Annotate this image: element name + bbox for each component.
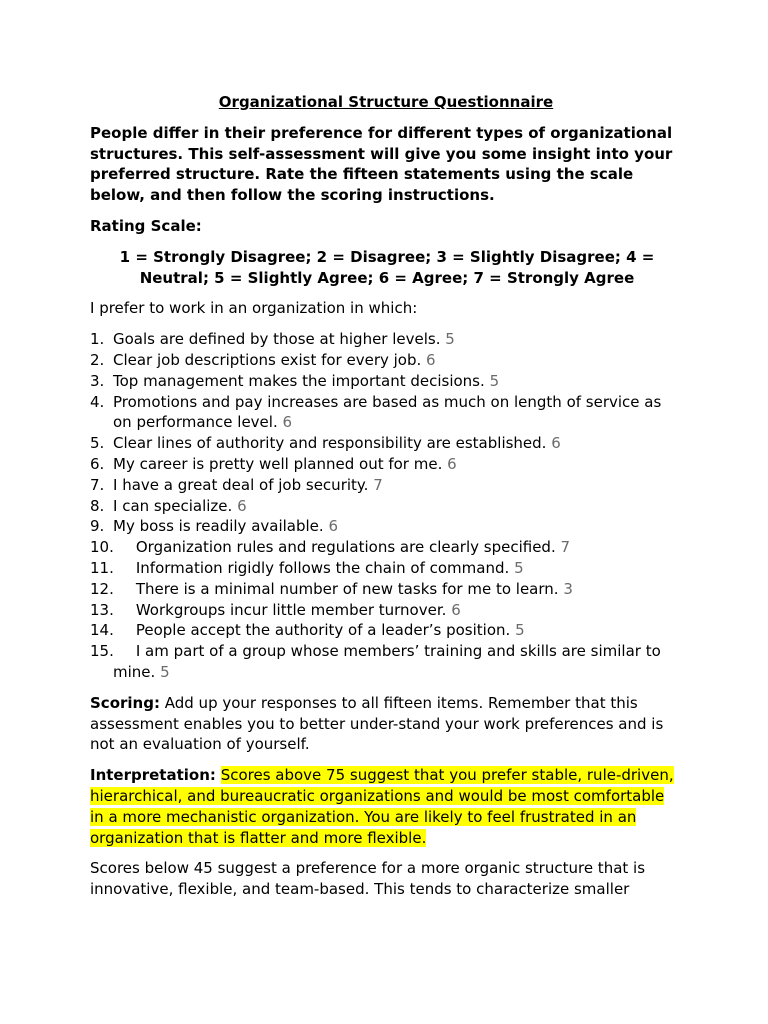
- interpretation-label: Interpretation:: [90, 766, 216, 785]
- item-number: 8.: [90, 496, 105, 515]
- item-number: 7.: [90, 475, 105, 494]
- item-text: I can specialize.: [113, 496, 233, 515]
- item-score: 6: [282, 413, 293, 432]
- item-number: 5.: [90, 434, 105, 453]
- item-text: Workgroups incur little member turnover.: [135, 600, 447, 619]
- item-text: Clear lines of authority and responsibility are established.: [113, 434, 547, 453]
- questionnaire-item: [90, 371, 680, 392]
- questionnaire-item: [90, 433, 680, 454]
- interpretation-text: Scores above 75 suggest that you prefer stable, rule-driven, hierarchical, and bureaucratic organizations and would be most comfortable in a more mechanistic organization. You are likely to feel frustrated in an organization that is flatter and more flexible.: [90, 766, 674, 847]
- item-text: My career is pretty well planned out for me.: [113, 454, 443, 473]
- questionnaire-item: [90, 558, 680, 579]
- item-number: 6.: [90, 454, 105, 473]
- item-number: 1.: [90, 330, 105, 349]
- questionnaire-item: [90, 620, 680, 641]
- questionnaire-item: [90, 329, 680, 350]
- questionnaire-items: [90, 329, 680, 683]
- item-number: 13.: [90, 600, 114, 619]
- intro-paragraph: People differ in their preference for different types of organizational structures. This self-assessment will give you some insight into your preferred structure. Rate the fifteen statements using the scale below, and then follow the scoring instructions.: [90, 123, 673, 205]
- questionnaire-item: [90, 475, 680, 496]
- questionnaire-item: [90, 516, 680, 537]
- item-text: My boss is readily available.: [113, 517, 324, 536]
- item-text: Promotions and pay increases are based as much on length of service as on performance level.: [113, 392, 662, 432]
- document-title: Organizational Structure Questionnaire: [218, 93, 554, 111]
- item-number: 15.: [90, 642, 114, 661]
- item-number: 4.: [90, 392, 105, 411]
- questionnaire-item: [90, 641, 680, 683]
- item-number: 3.: [90, 371, 105, 390]
- rating-scale-heading: Rating Scale:: [90, 216, 202, 235]
- questionnaire-item: [90, 350, 680, 371]
- item-number: 10.: [90, 538, 114, 557]
- item-score: 5: [489, 371, 500, 390]
- item-score: 6: [451, 600, 461, 619]
- item-text: People accept the authority of a leader’s position.: [135, 621, 511, 640]
- item-number: 14.: [90, 621, 114, 640]
- item-text: Clear job descriptions exist for every job.: [113, 350, 422, 369]
- scoring-paragraph: [90, 693, 680, 755]
- item-text: Organization rules and regulations are clearly specified.: [135, 538, 556, 557]
- item-score: 7: [373, 475, 383, 494]
- item-number: 9.: [90, 517, 105, 536]
- item-score: 6: [237, 496, 247, 515]
- scoring-label: Scoring:: [90, 693, 160, 712]
- item-score: 6: [447, 454, 457, 473]
- questionnaire-item: [90, 537, 680, 558]
- item-score: 5: [514, 558, 524, 577]
- item-score: 5: [445, 330, 455, 349]
- item-text: Information rigidly follows the chain of command.: [135, 558, 510, 577]
- item-text: I am part of a group whose members’ training and skills are similar to mine.: [113, 642, 661, 681]
- item-score: 6: [551, 434, 561, 453]
- questionnaire-item: [90, 600, 680, 621]
- item-number: 11.: [90, 558, 114, 577]
- item-score: 7: [560, 538, 571, 557]
- scoring-text: Add up your responses to all fifteen items. Remember that this assessment enables you to better under-stand your work preferences and is not an evaluation of yourself.: [90, 693, 664, 754]
- questionnaire-item: [90, 454, 680, 475]
- questionnaire-item: [90, 392, 680, 434]
- prefer-intro: I prefer to work in an organization in which:: [90, 299, 418, 318]
- item-score: 3: [563, 579, 573, 598]
- item-score: 6: [426, 350, 436, 369]
- interpretation-paragraph: [90, 765, 680, 848]
- item-score: 6: [328, 517, 338, 536]
- below45-paragraph: Scores below 45 suggest a preference for a more organic structure that is innovative, flexible, and team-based. This tends to characterize smaller: [90, 859, 646, 899]
- item-text: Goals are defined by those at higher levels.: [113, 330, 441, 349]
- questionnaire-item: [90, 496, 680, 517]
- item-number: 12.: [90, 579, 114, 598]
- rating-scale-text: 1 = Strongly Disagree; 2 = Disagree; 3 = Slightly Disagree; 4 = Neutral; 5 = Slightly Agree; 6 = Agree; 7 = Strongly Agree: [119, 247, 655, 287]
- item-number: 2.: [90, 350, 105, 369]
- item-score: 5: [515, 621, 525, 640]
- document-page: [90, 92, 680, 910]
- item-score: 5: [160, 662, 170, 681]
- questionnaire-item: [90, 579, 680, 600]
- item-text: There is a minimal number of new tasks for me to learn.: [135, 579, 559, 598]
- item-text: I have a great deal of job security.: [113, 475, 369, 494]
- item-text: Top management makes the important decisions.: [113, 371, 485, 390]
